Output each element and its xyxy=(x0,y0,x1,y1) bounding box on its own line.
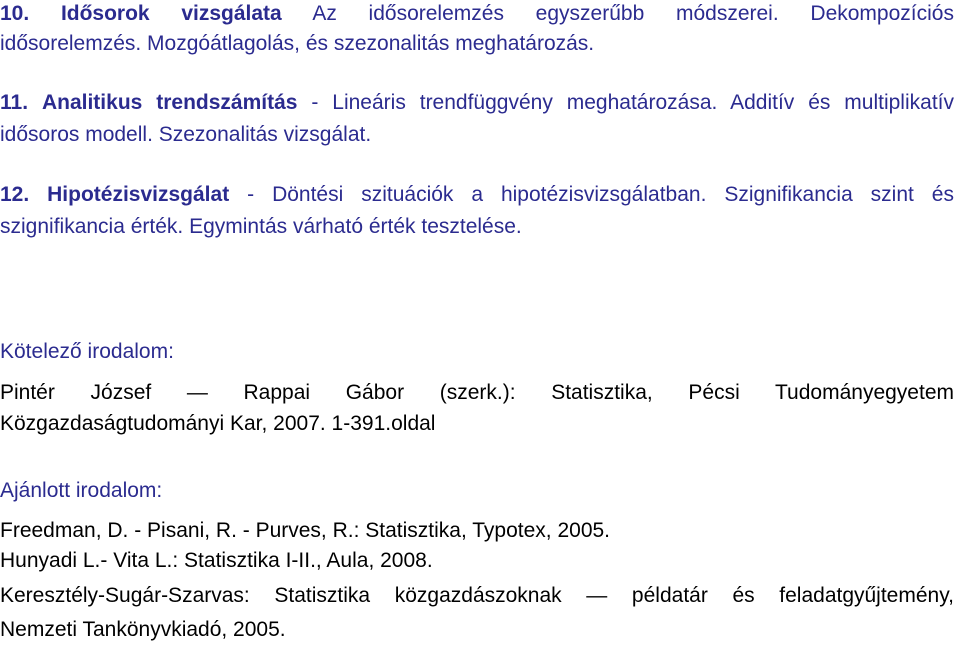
recommended-literature-line-2: Hunyadi L.- Vita L.: Statisztika I-II., Aula, 2008. xyxy=(0,549,433,572)
topic-12-number: 12. xyxy=(0,183,30,206)
topic-10-title: Idősorok vizsgálata xyxy=(60,2,282,25)
topic-11-line-1 xyxy=(0,89,954,117)
required-literature-heading: Kötelező irodalom: xyxy=(0,340,174,363)
topic-12-line-1 xyxy=(0,181,954,209)
recommended-literature-line-4: Nemzeti Tankönyvkiadó, 2005. xyxy=(0,618,286,641)
recommended-literature-line-3: Keresztély-Sugár-Szarvas: Statisztika közgazdászoknak — példatár és feladatgyűjtemény, xyxy=(0,584,954,607)
required-literature-line-1: Pintér József — Rappai Gábor (szerk.): Statisztika, Pécsi Tudományegyetem xyxy=(0,381,954,404)
topic-11-number: 11. xyxy=(0,91,29,114)
topic-11-line-2: idősoros modell. Szezonalitás vizsgálat. xyxy=(0,123,372,146)
topic-12-line-2: szignifikancia érték. Egymintás várható érték tesztelése. xyxy=(0,215,522,238)
topic-10-line-1 xyxy=(0,0,954,28)
recommended-literature-line-1: Freedman, D. - Pisani, R. - Purves, R.: Statisztika, Typotex, 2005. xyxy=(0,519,611,542)
topic-10-description: Az idősorelemzés egyszerűbb módszerei. Dekompozíciós xyxy=(312,2,954,25)
required-literature-line-2: Közgazdaságtudományi Kar, 2007. 1-391.oldal xyxy=(0,412,436,435)
topic-12-description: - Döntési szituációk a hipotézisvizsgálatban. Szignifikancia szint és xyxy=(247,183,954,206)
topic-11-description: - Lineáris trendfüggvény meghatározása. Additív és multiplikatív xyxy=(311,91,954,114)
topic-11-title: Analitikus trendszámítás xyxy=(41,91,298,114)
topic-10-number: 10. xyxy=(0,2,30,25)
recommended-literature-heading: Ajánlott irodalom: xyxy=(0,479,163,502)
topic-10-line-2: idősorelemzés. Mozgóátlagolás, és szezonalitás meghatározás. xyxy=(0,32,595,55)
topic-12-title: Hipotézisvizsgálat xyxy=(47,183,230,206)
